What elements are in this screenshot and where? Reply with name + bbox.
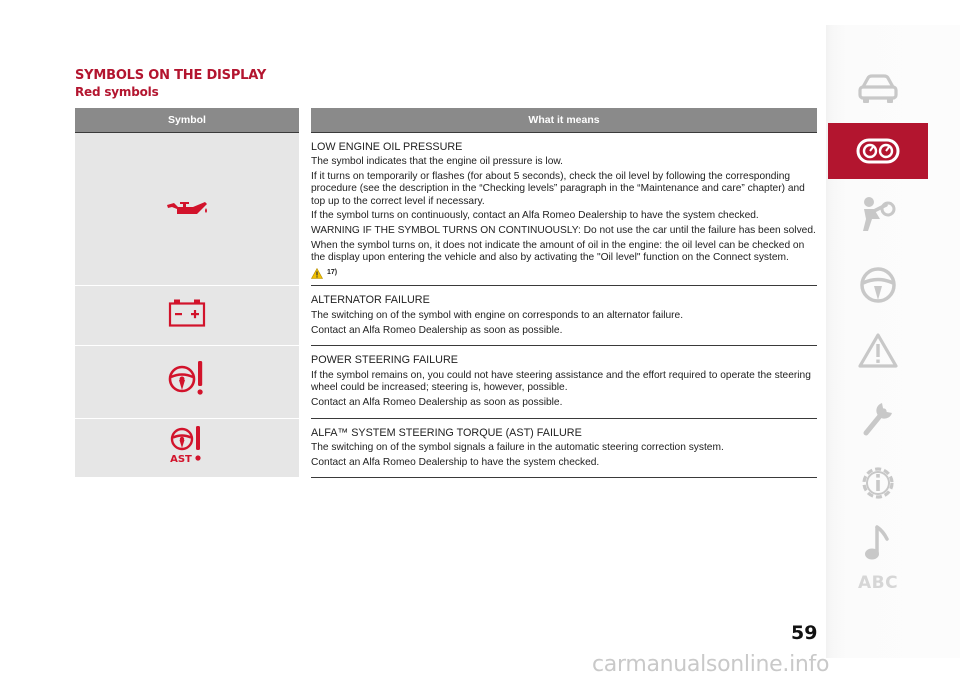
table-row: [75, 133, 817, 286]
oil-pressure-icon: [165, 196, 209, 218]
symbol-title: POWER STEERING FAILURE: [311, 354, 458, 367]
symbol-cell: [75, 346, 305, 418]
symbol-title: ALTERNATOR FAILURE: [311, 294, 430, 307]
table-row: [75, 286, 817, 346]
ast-steering-icon: [166, 425, 208, 465]
description-paragraph: WARNING IF THE SYMBOL TURNS ON CONTINUOUSLY: Do not use the car until the failure has been solved.: [311, 225, 816, 237]
meaning-cell: [305, 418, 817, 478]
meaning-column-header: What it means: [305, 108, 817, 133]
steering-wheel-icon: [858, 265, 898, 305]
description-paragraph: Contact an Alfa Romeo Dealership as soon as possible.: [311, 324, 563, 336]
ast-label: AST: [170, 454, 192, 466]
sidebar-item-technical-data[interactable]: [828, 455, 928, 511]
warning-icon: [311, 268, 323, 279]
section-subheading: Red symbols: [75, 85, 159, 99]
wrench-icon: [858, 397, 898, 437]
chapter-sidebar: [826, 25, 960, 658]
table-header-row: [75, 108, 817, 133]
symbols-table: [75, 108, 817, 478]
description-paragraph: If the symbol turns on continuously, contact an Alfa Romeo Dealership to have the system checked.: [311, 210, 759, 222]
warning-reference[interactable]: [311, 267, 817, 279]
page-number: 59: [791, 622, 818, 644]
index-label: ABC: [857, 573, 899, 593]
symbol-column-header: Symbol: [75, 108, 305, 133]
table-row: [75, 418, 817, 478]
description-paragraph: The symbol indicates that the engine oil pressure is low.: [311, 156, 563, 168]
table-row: [75, 346, 817, 418]
symbol-cell: [75, 286, 305, 346]
steering-wheel-warning-icon: [167, 359, 207, 399]
description-paragraph: When the symbol turns on, it does not indicate the amount of oil in the engine: the oil level can be checked on the display upon entering the vehicle and also by activating the "Oil level" function on the Connect system.: [311, 240, 805, 264]
description-paragraph: The switching on of the symbol signals a failure in the automatic steering correction system.: [311, 441, 724, 453]
symbol-title: LOW ENGINE OIL PRESSURE: [311, 141, 463, 153]
sidebar-item-index[interactable]: [828, 555, 928, 611]
symbol-cell: [75, 418, 305, 478]
symbol-cell: [75, 133, 305, 286]
sidebar-item-dashboard[interactable]: [828, 123, 928, 179]
page-content: [75, 68, 817, 478]
dashboard-icon: [856, 137, 900, 165]
meaning-cell: [305, 133, 817, 286]
sidebar-item-driving[interactable]: [828, 257, 928, 313]
meaning-cell: [305, 346, 817, 418]
info-gear-icon: [857, 462, 899, 504]
warning-reference-number: 17): [327, 269, 338, 277]
sidebar-item-car[interactable]: [828, 61, 928, 117]
description-paragraph: If the symbol remains on, you could not have steering assistance and the effort required to operate the steering wheel could be increased; steering is, however, possible.: [311, 369, 811, 393]
watermark: carmanualsonline.info: [592, 652, 830, 677]
description-paragraph: The switching on of the symbol with engine on corresponds to an alternator failure.: [311, 309, 684, 321]
warning-triangle-icon: [858, 333, 898, 369]
meaning-cell: [305, 286, 817, 346]
sidebar-item-safety[interactable]: [828, 187, 928, 243]
airbag-person-icon: [858, 195, 898, 235]
description-paragraph: Contact an Alfa Romeo Dealership to have the system checked.: [311, 456, 600, 468]
car-icon: [857, 73, 899, 105]
sidebar-item-maintenance[interactable]: [828, 389, 928, 445]
section-heading: SYMBOLS ON THE DISPLAY: [75, 68, 267, 83]
battery-icon: [168, 299, 206, 327]
sidebar-item-emergency[interactable]: [828, 323, 928, 379]
symbol-title: ALFA™ SYSTEM STEERING TORQUE (AST) FAILURE: [311, 426, 582, 439]
description-paragraph: If it turns on temporarily or flashes (for about 5 seconds), check the oil level by following the corresponding procedure (see the description in the “Checking levels” paragraph in the “Maintenance and care” chapter) and top up to the correct level if necessary.: [311, 171, 805, 207]
description-paragraph: Contact an Alfa Romeo Dealership as soon as possible.: [311, 396, 563, 408]
